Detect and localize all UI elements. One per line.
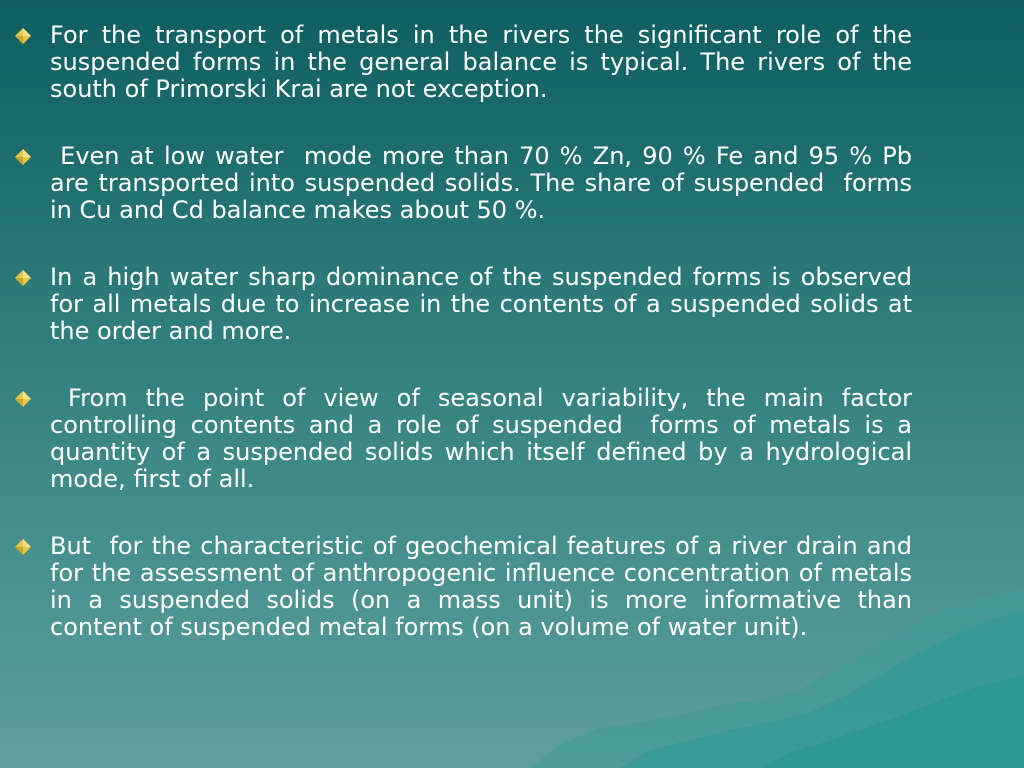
bullet-text: In a high water sharp dominance of the suspended forms is observed for all metals due to increase in the contents of a suspended solids at the order and more. [50,263,920,345]
diamond-bullet-icon [14,390,32,408]
diamond-bullet-icon [14,538,32,556]
bullet-text: Even at low water mode more than 70 % Zn, 90 % Fe and 95 % Pb are transported into suspended solids. The share of suspended forms in Cu and Cd balance makes about 50 %. [50,142,920,224]
diamond-bullet-icon [14,269,32,287]
diamond-bullet-icon [14,148,32,166]
list-item [14,21,920,103]
bullet-list [14,21,920,681]
list-item [14,532,920,641]
diamond-bullet-icon [14,27,32,45]
list-item [14,263,920,345]
bullet-text: From the point of view of seasonal variability, the main factor controlling contents and a role of suspended forms of metals is a quantity of a suspended solids which itself defined by a hydrological mode, first of all. [50,384,920,493]
bullet-text: But for the characteristic of geochemical features of a river drain and for the assessment of anthropogenic influence concentration of metals in a suspended solids (on a mass unit) is more informative than content of suspended metal forms (on a volume of water unit). [50,532,920,641]
list-item [14,142,920,224]
bullet-text: For the transport of metals in the rivers the significant role of the suspended forms in the general balance is typical. The rivers of the south of Primorski Krai are not exception. [50,21,920,103]
list-item [14,384,920,493]
